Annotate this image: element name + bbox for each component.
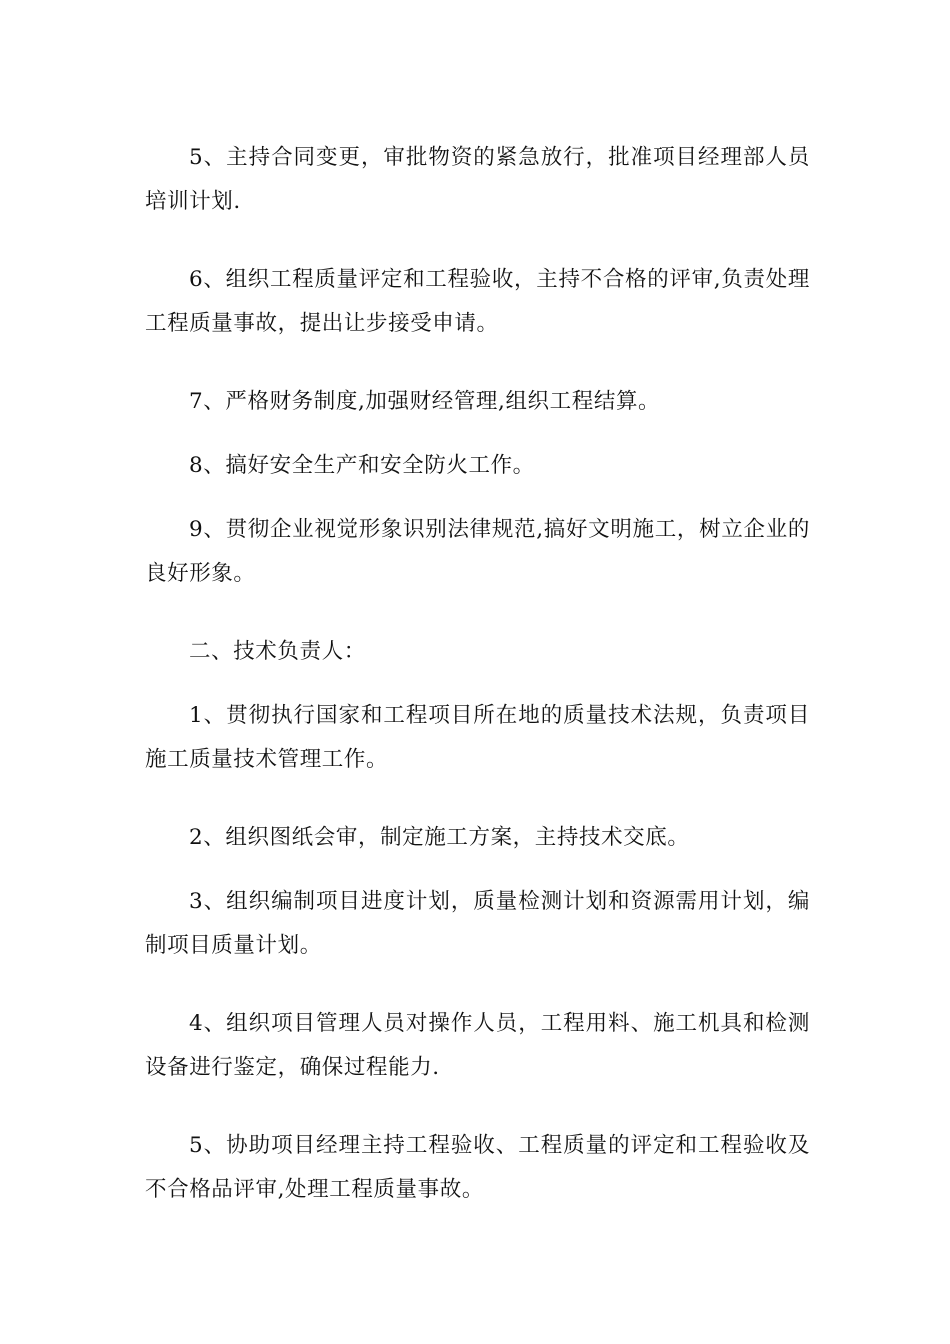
- paragraph-tech-item-3: 3、组织编制项目进度计划，质量检测计划和资源需用计划，编制项目质量计划。: [145, 889, 810, 958]
- section-heading-technical-lead: 二、技术负责人：: [189, 639, 366, 664]
- paragraph-tech-item-5: 5、协助项目经理主持工程验收、工程质量的评定和工程验收及不合格品评审,处理工程质量事故。: [145, 1133, 810, 1202]
- paragraph-item-9-image: 9、贯彻企业视觉形象识别法律规范,搞好文明施工，树立企业的良好形象。: [145, 517, 810, 586]
- paragraph-item-8-safety: 8、搞好安全生产和安全防火工作。: [189, 453, 535, 478]
- paragraph-item-6-quality: 6、组织工程质量评定和工程验收，主持不合格的评审,负责处理工程质量事故，提出让步接受申请。: [145, 267, 810, 336]
- paragraph-tech-item-2: 2、组织图纸会审，制定施工方案，主持技术交底。: [189, 825, 690, 850]
- paragraph-tech-item-1: 1、贯彻执行国家和工程项目所在地的质量技术法规，负责项目施工质量技术管理工作。: [145, 703, 810, 772]
- paragraph-tech-item-4: 4、组织项目管理人员对操作人员，工程用料、施工机具和检测设备进行鉴定，确保过程能力.: [145, 1011, 810, 1080]
- document-body: [145, 136, 810, 1246]
- paragraph-item-7-finance: 7、严格财务制度,加强财经管理,组织工程结算。: [189, 389, 661, 414]
- paragraph-item-5-contract: 5、主持合同变更，审批物资的紧急放行，批准项目经理部人员培训计划.: [145, 145, 810, 214]
